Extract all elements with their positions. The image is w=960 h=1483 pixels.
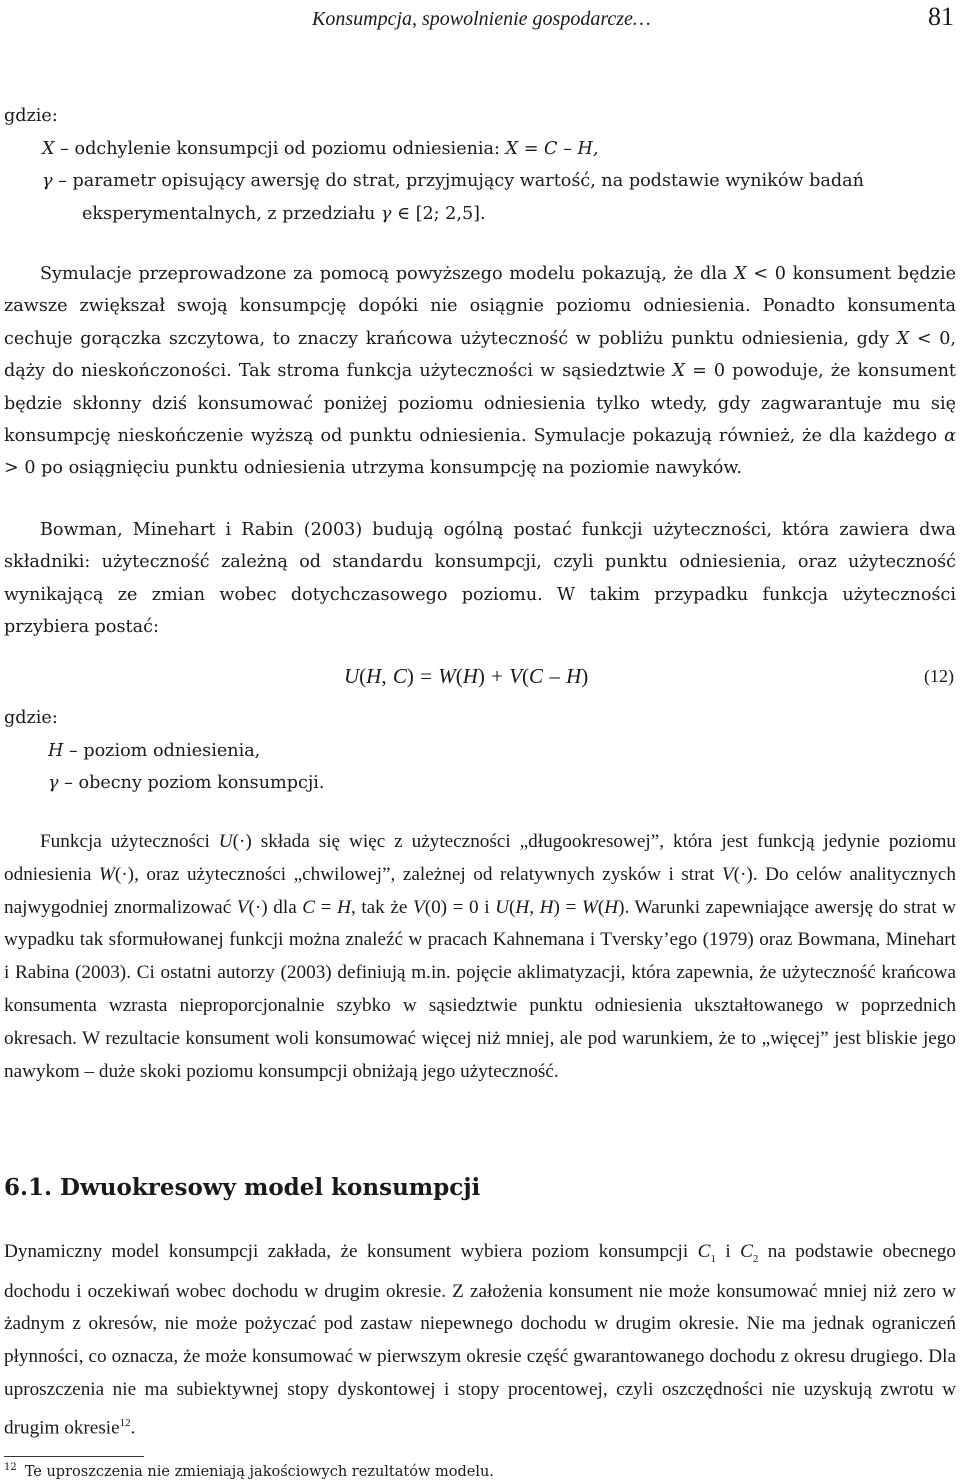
definitions-intro: gdzie: <box>4 106 58 126</box>
formula-utility: U(H, C) = W(H) + V(C – H) <box>344 664 589 688</box>
footnote-divider <box>4 1456 144 1457</box>
definitions-block-1 <box>4 100 956 230</box>
definition-gamma-continued: eksperymentalnych, z przedziału γ ∈ [2; 2,5]. <box>82 203 486 224</box>
definition-gamma: γ – parametr opisujący awersję do strat, przyjmujący wartość, na podstawie wyników badań <box>42 171 864 192</box>
formula-number: (12) <box>924 666 954 686</box>
footnote-mark: 12 <box>4 1462 17 1473</box>
footnote-text: Te uproszczenia nie zmieniają jakościowych rezultatów modelu. <box>24 1463 494 1480</box>
paragraph-utility-function: Funkcja użyteczności U(·) składa się więc z użyteczności „długookresowej”, która jest funkcją jedynie poziomu odniesienia W(·), oraz użyteczności „chwilowej”, zależnej od relatywnych zysków i strat V(·). Do celów analitycznych najwygodniej znormalizować V(·) dla C = H, tak że V(0) = 0 i U(H, H) = W(H). Warunki zapewniające awersję do strat w wypadku tak sformułowanej funkcji można znaleźć w pracach Kahnemana i Tversky’ego (1979) oraz Bowmana, Minehart i Rabina (2003). Ci ostatni autorzy (2003) definiują m.in. pojęcie aklimatyzacji, która zapewnia, że użyteczność krańcowa konsumenta wzrasta nieproporcjonalnie szybko w sąsiedztwie punktu odniesienia ukształtowanego w poprzednich okresach. W rezultacie konsument woli konsumować więcej niż mniej, ale pod warunkiem, że to „więcej” jest bliskie jego nawykom – duże skoki poziomu konsumpcji obniżają jego użyteczność. <box>4 831 956 1082</box>
definition-x: X – odchylenie konsumpcji od poziomu odniesienia: X = C – H, <box>42 138 599 159</box>
page-number: 81 <box>928 2 954 31</box>
footnote-reference[interactable]: 12 <box>119 1416 131 1429</box>
definitions-intro: gdzie: <box>4 708 58 728</box>
paragraph-bowman: Bowman, Minehart i Rabin (2003) budują ogólną postać funkcji użyteczności, która zawiera dwa składniki: użyteczność zależną od standardu konsumpcji, czyli punktu odniesienia, oraz użyteczność wynikającą ze zmian wobec dotychczasowego poziomu. W takim przypadku funkcja użyteczności przybiera postać: <box>4 520 956 638</box>
paragraph-simulations: Symulacje przeprowadzone za pomocą powyższego modelu pokazują, że dla X < 0 konsument będzie zawsze zwiększał swoją konsumpcję dopóki nie osiągnie poziomu odniesienia. Ponadto konsumenta cechuje gorączka szczytowa, to znaczy krańcowa użyteczność w pobliżu punktu odniesienia, gdy X < 0, dąży do nieskończoności. Tak stroma funkcja użyteczności w sąsiedztwie X = 0 powoduje, że konsument będzie skłonny dziś konsumować poniżej poziomu odniesienia tylko wtedy, gdy zagwarantuje mu się konsumpcję nieskończenie wyższą od punktu odniesienia. Symulacje pokazują również, że dla każdego α > 0 po osiągnięciu punktu odniesienia utrzyma konsumpcję na poziomie nawyków. <box>4 264 956 479</box>
definition-gamma-2: γ – obecny poziom konsumpcji. <box>48 773 325 794</box>
footnote <box>4 1462 494 1480</box>
definition-h: H – poziom odniesienia, <box>48 740 261 761</box>
running-title: Konsumpcja, spowolnienie gospodarcze… <box>312 8 651 30</box>
page-header <box>0 2 954 32</box>
definitions-block-2 <box>4 702 956 800</box>
section-heading: 6.1. Dwuokresowy model konsumpcji <box>4 1174 481 1201</box>
paragraph-dynamic-model: Dynamiczny model konsumpcji zakłada, że konsument wybiera poziom konsumpcji $C_1$ i $C_2$ na podstawie obecnego dochodu i oczekiwań wobec dochodu w drugim okresie. Z założenia konsument nie może konsumować mniej niż zero w żadnym z okresów, nie może pożyczać pod zastaw niepewnego dochodu w drugim okresie. Nie ma jednak ograniczeń płynności, co oznacza, że może konsumować w pierwszym okresie część gwarantowanego dochodu z okresu drugiego. Dla uproszczenia nie ma subiektywnej stopy dyskontowej i stopy procentowej, czyli oszczędności nie uzyskują zwrotu w drugim okresie$^{12}$. <box>4 1241 956 1439</box>
